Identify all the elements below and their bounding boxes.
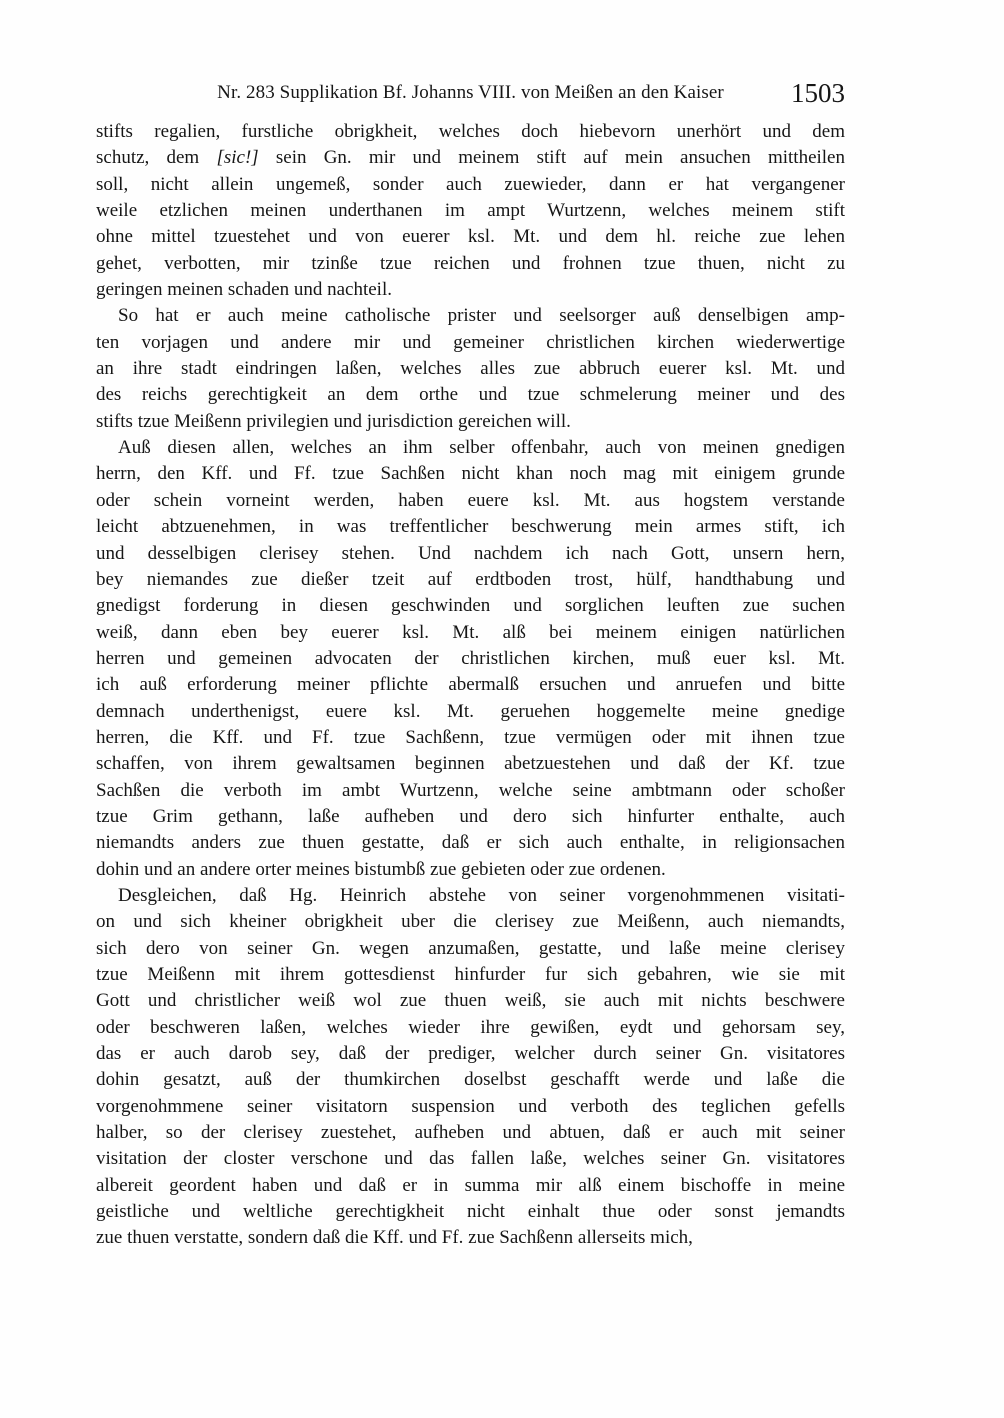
- text-line: [96, 145, 845, 171]
- text-line: [96, 488, 845, 514]
- text-line: [96, 461, 845, 487]
- text-segment: tzue Grim gethann, laße aufheben und dero sich hinfurter enthalte, auch: [96, 805, 845, 827]
- text-line: [96, 804, 845, 830]
- text-segment: tzue Meißenn mit ihrem gottesdienst hinfurder fur sich gebahren, wie sie mit: [96, 964, 845, 985]
- text-line: [96, 119, 845, 145]
- running-header-title: Nr. 283 Supplikation Bf. Johanns VIII. von Meißen an den Kaiser: [217, 82, 724, 103]
- text-segment: geringen meinen schaden und nachteil.: [96, 279, 392, 301]
- text-line: [96, 541, 845, 567]
- text-line: [96, 303, 845, 329]
- text-line: [96, 646, 845, 672]
- text-line: [96, 1120, 845, 1146]
- text-line: [96, 699, 845, 725]
- page-number: 1503: [791, 78, 845, 108]
- text-line: [96, 251, 845, 277]
- text-line: [96, 593, 845, 619]
- text-line: [96, 1094, 845, 1120]
- text-line: [96, 330, 845, 356]
- running-header: [96, 78, 845, 108]
- text-segment: sein Gn. mir und meinem stift auf mein ansuchen mittheilen: [258, 147, 845, 169]
- paragraph: [96, 119, 845, 303]
- text-segment: Auß diesen allen, welches an ihm selber offenbahr, auch von meinen gnedigen: [118, 437, 845, 459]
- text-segment: on und sich kheiner obrigkheit uber die clerisey zue Meißenn, auch niemandts,: [96, 911, 845, 933]
- text-segment: gehet, verbotten, mir tzinße tzue reichen und frohnen tzue thuen, nicht zu: [96, 252, 845, 274]
- text-segment: des reichs gerechtigkeit an dem orthe und tzue schmelerung meiner und des: [96, 384, 845, 406]
- text-segment: zue thuen verstatte, sondern daß die Kff. und Ff. zue Sachßenn allerseits mich,: [96, 1227, 693, 1249]
- text-segment: das er auch darob sey, daß der prediger, welcher durch seiner Gn. visitatores: [96, 1043, 845, 1065]
- text-segment: dohin gesatzt, auß der thumkirchen doselbst geschafft werde und laße die: [96, 1069, 845, 1091]
- paragraph: [96, 883, 845, 1252]
- text-line: [96, 1146, 845, 1172]
- text-segment: an ihre stadt eindringen laßen, welches alles zue abbruch euerer ksl. Mt. und: [96, 358, 845, 380]
- text-segment: ohne mittel tzuestehet und von euerer ksl. Mt. und dem hl. reiche zue lehen: [96, 226, 845, 248]
- text-line: [96, 620, 845, 646]
- text-line: [96, 1041, 845, 1067]
- text-segment: stifts tzue Meißenn privilegien und jurisdiction gereichen will.: [96, 410, 571, 432]
- text-line: [96, 224, 845, 250]
- text-line: [96, 514, 845, 540]
- text-segment: ich auß erforderung meiner pflichte abermalß ersuchen und anruefen und bitte: [96, 674, 845, 696]
- page-body: [96, 119, 845, 1252]
- text-segment: niemandts anders zue thuen gestatte, daß er sich auch enthalte, in religionsachen: [96, 832, 845, 854]
- text-line: [96, 830, 845, 856]
- text-line: [96, 1015, 845, 1041]
- text-line: [96, 909, 845, 935]
- paragraph: [96, 435, 845, 883]
- text-segment: Desgleichen, daß Hg. Heinrich abstehe von seiner vorgenohmmenen visitati-: [118, 884, 845, 906]
- text-segment: und desselbigen clerisey stehen. Und nachdem ich nach Gott, unsern hern,: [96, 542, 845, 564]
- sic-annotation: [sic!]: [216, 147, 259, 169]
- text-line: [96, 883, 845, 909]
- text-line: [96, 356, 845, 382]
- text-segment: ten vorjagen und andere mir und gemeiner christlichen kirchen wiederwertige: [96, 331, 845, 353]
- text-line: [96, 382, 845, 408]
- text-segment: oder schein vorneint werden, haben euere ksl. Mt. aus hogstem verstande: [96, 489, 845, 511]
- text-segment: herrn, den Kff. und Ff. tzue Sachßen nicht khan noch mag mit einigem grunde: [96, 463, 845, 485]
- text-line: [96, 277, 845, 303]
- text-segment: schutz, dem: [96, 147, 217, 169]
- text-segment: oder beschweren laßen, welches wieder ihre gewißen, eydt und gehorsam sey,: [96, 1016, 845, 1038]
- text-segment: vorgenohmmene seiner visitatorn suspension und verboth des teglichen gefells: [96, 1095, 845, 1117]
- text-segment: Gott und christlicher weiß wol zue thuen weiß, sie auch mit nichts beschwere: [96, 990, 845, 1012]
- text-segment: geistliche und weltliche gerechtigkheit nicht einhalt thue oder sonst jemandts: [96, 1201, 845, 1223]
- text-line: [96, 778, 845, 804]
- text-segment: weiß, dann eben bey euerer ksl. Mt. alß bei meinem einigen natürlichen: [96, 621, 845, 643]
- text-line: [96, 1173, 845, 1199]
- text-segment: bey niemandes zue dießer tzeit auf erdtboden trost, hülf, handthabung und: [96, 568, 845, 590]
- text-line: [96, 1199, 845, 1225]
- text-segment: dohin und an andere orter meines bistumbß zue gebieten oder zue ordenen.: [96, 858, 666, 880]
- text-segment: herren und gemeinen advocaten der christlichen kirchen, muß euer ksl. Mt.: [96, 647, 845, 669]
- text-segment: albereit geordent haben und daß er in summa mir alß einem bischoffe in meine: [96, 1174, 845, 1196]
- text-segment: sich dero von seiner Gn. wegen anzumaßen, gestatte, und laße meine clerisey: [96, 937, 845, 959]
- text-segment: halber, so der clerisey zuestehet, aufheben und abtuen, daß er auch mit seiner: [96, 1122, 845, 1144]
- text-line: [96, 857, 845, 883]
- text-segment: Sachßen die verboth im ambt Wurtzenn, welche seine ambtmann oder schoßer: [96, 779, 845, 801]
- text-line: [96, 1225, 845, 1251]
- text-segment: weile etzlichen meinen underthanen im ampt Wurtzenn, welches meinem stift: [96, 200, 845, 222]
- text-segment: visitation der closter verschone und das fallen laße, welches seiner Gn. visitatores: [96, 1148, 845, 1170]
- text-line: [96, 1067, 845, 1093]
- paragraph: [96, 303, 845, 435]
- text-line: [96, 672, 845, 698]
- text-line: [96, 435, 845, 461]
- text-line: [96, 409, 845, 435]
- text-segment: So hat er auch meine catholische prister und seelsorger auß denselbigen amp-: [118, 305, 845, 327]
- text-line: [96, 198, 845, 224]
- text-line: [96, 988, 845, 1014]
- text-line: [96, 936, 845, 962]
- text-line: [96, 567, 845, 593]
- text-segment: soll, nicht allein ungemeß, sonder auch zuewieder, dann er hat vergangener: [96, 173, 845, 195]
- text-line: [96, 962, 845, 988]
- text-segment: herren, die Kff. und Ff. tzue Sachßenn, tzue vermügen oder mit ihnen tzue: [96, 726, 845, 748]
- text-segment: stifts regalien, furstliche obrigkheit, welches doch hiebevorn unerhört und dem: [96, 121, 845, 142]
- text-line: [96, 725, 845, 751]
- text-line: [96, 751, 845, 777]
- text-line: [96, 172, 845, 198]
- text-segment: leicht abtzuenehmen, in was treffentlicher beschwerung mein armes stift, ich: [96, 516, 845, 538]
- text-segment: gnedigst forderung in diesen geschwinden und sorglichen leuften zue suchen: [96, 595, 845, 617]
- text-segment: demnach underthenigst, euere ksl. Mt. geruehen hoggemelte meine gnedige: [96, 700, 845, 722]
- text-segment: schaffen, von ihrem gewaltsamen beginnen abetzuestehen und daß der Kf. tzue: [96, 753, 845, 775]
